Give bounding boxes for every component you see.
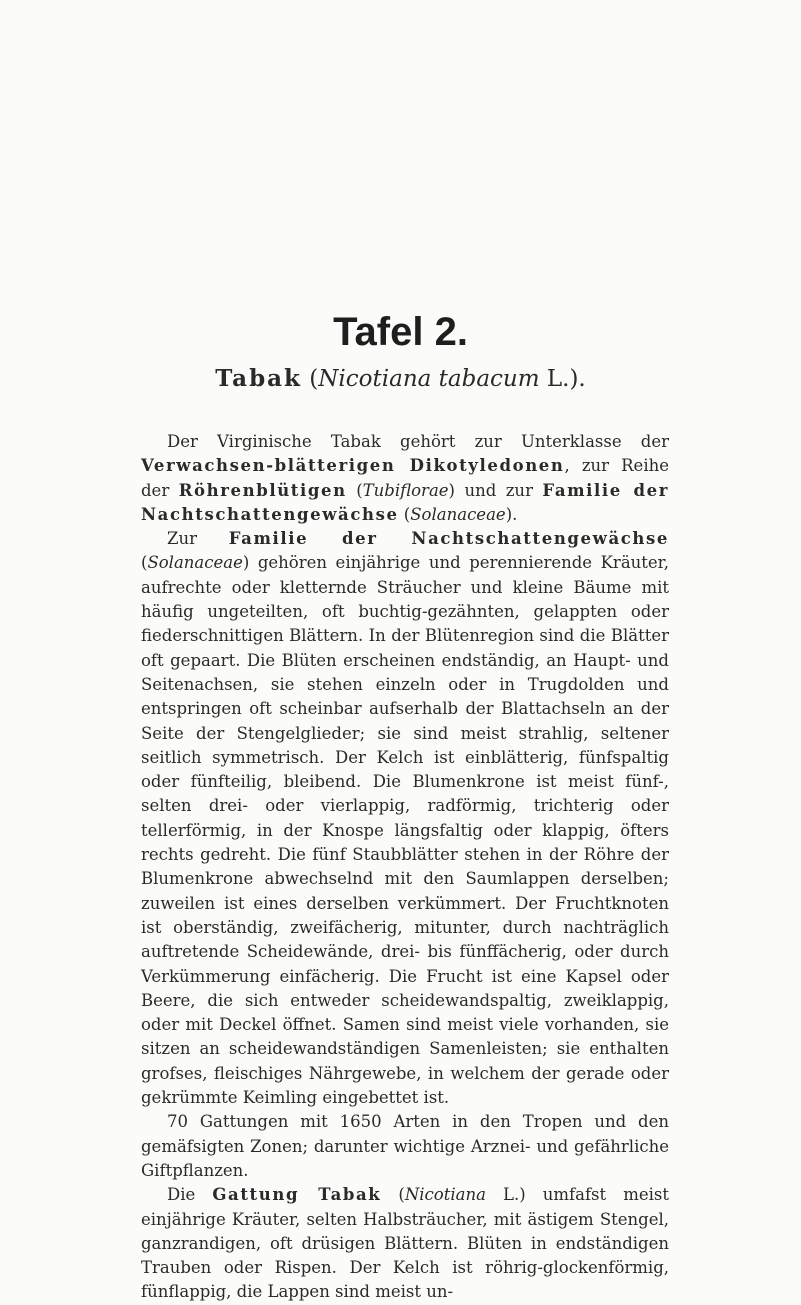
paragraph-family-description xyxy=(141,527,669,1110)
paragraph-classification xyxy=(141,430,669,527)
text-run: ( xyxy=(398,504,411,524)
species-title xyxy=(0,364,801,394)
title-open-paren: ( xyxy=(302,366,319,392)
text-run: Der Virginische Tabak gehört zur Unterklasse der xyxy=(167,432,669,451)
text-run: Zur xyxy=(167,529,229,549)
species-common-name: Tabak xyxy=(215,365,302,392)
emphasis-subclass: Verwachsen-blätterigen Dikotyledonen xyxy=(141,456,565,476)
emphasis-family: Familie der Nachtschattengewächse xyxy=(228,529,669,549)
text-run: ( xyxy=(381,1185,405,1205)
text-run: ). xyxy=(505,504,518,524)
title-author: L.). xyxy=(539,366,586,392)
latin-order: Tubiflorae xyxy=(362,480,449,500)
latin-family: Solanaceae xyxy=(410,504,506,524)
latin-genus: Nicotiana xyxy=(404,1185,486,1205)
text-run: ) gehören einjährige und perennierende Kräuter, aufrechte oder kletternde Sträucher und kleine Bäume mit häufig ungeteilten, oft buchtig-gezähnten, gelappten oder fiederschnittigen Blättern. In der Blütenregion sind die Blätter oft gepaart. Die Blüten erscheinen endständig, an Haupt- und Seitenachsen, sie stehen einzeln oder in Trugdolden und entspringen oft scheinbar aufserhalb der Blattachseln an der Seite der Stengelglieder; sie sind meist strahlig, seltener seitlich symmetrisch. Der Kelch ist einblätterig, fünfspaltig oder fünfteilig, bleibend. Die Blumenkrone ist meist fünf-, selten drei- oder vierlappig, radförmig, trichterig oder tellerförmig, in der Knospe längsfaltig oder klappig, öfters rechts gedreht. Die fünf Staubblätter stehen in der Röhre der Blumenkrone abwechselnd mit den Saumlappen derselben; zuweilen ist eines derselben verkümmert. Der Fruchtknoten ist oberständig, zweifächerig, mitunter, durch nachträglich auftretende Scheidewände, drei- bis fünffächerig, oder durch Verkümmerung einfächerig. Die Frucht ist eine Kapsel oder Beere, die sich entweder scheidewandspaltig, zweiklappig, oder mit Deckel öffnet. Samen sind meist viele vorhanden, sie sitzen an scheidewandständigen Samenleisten; sie enthalten grofses, fleischiges Nährgewebe, in welchem der gerade oder gekrümmte Keimling eingebettet ist. xyxy=(141,553,669,1108)
text-run: ( xyxy=(141,553,148,573)
latin-family: Solanaceae xyxy=(147,553,243,573)
text-run: ( xyxy=(346,480,363,500)
paragraph-genus-description xyxy=(141,1183,669,1304)
text-run: , zur Reihe der xyxy=(141,456,669,500)
emphasis-family: Familie der Nachtschattengewächse xyxy=(141,480,669,524)
body-text xyxy=(141,430,669,1305)
text-run: Die xyxy=(167,1185,213,1205)
paragraph-genera-count: 70 Gattungen mit 1650 Arten in den Tropen und den gemäfsigten Zonen; darunter wichtige Arznei- und gefährliche Giftpflanzen. xyxy=(141,1112,669,1180)
text-run: ) und zur xyxy=(448,480,543,500)
plate-number: Tafel 2. xyxy=(333,310,468,354)
species-latin-name: Nicotiana tabacum xyxy=(318,366,540,392)
emphasis-order: Röhrenblütigen xyxy=(178,480,347,500)
text-run: L.) umfafst meist einjährige Kräuter, selten Halbsträucher, mit ästigem Stengel, ganzrandigen, oft drüsigen Blättern. Blüten in endständigen Trauben oder Rispen. Der Kelch ist röhrig-glockenförmig, fünflappig, die Lappen sind meist un- xyxy=(141,1185,670,1302)
emphasis-genus: Gattung Tabak xyxy=(212,1185,382,1205)
